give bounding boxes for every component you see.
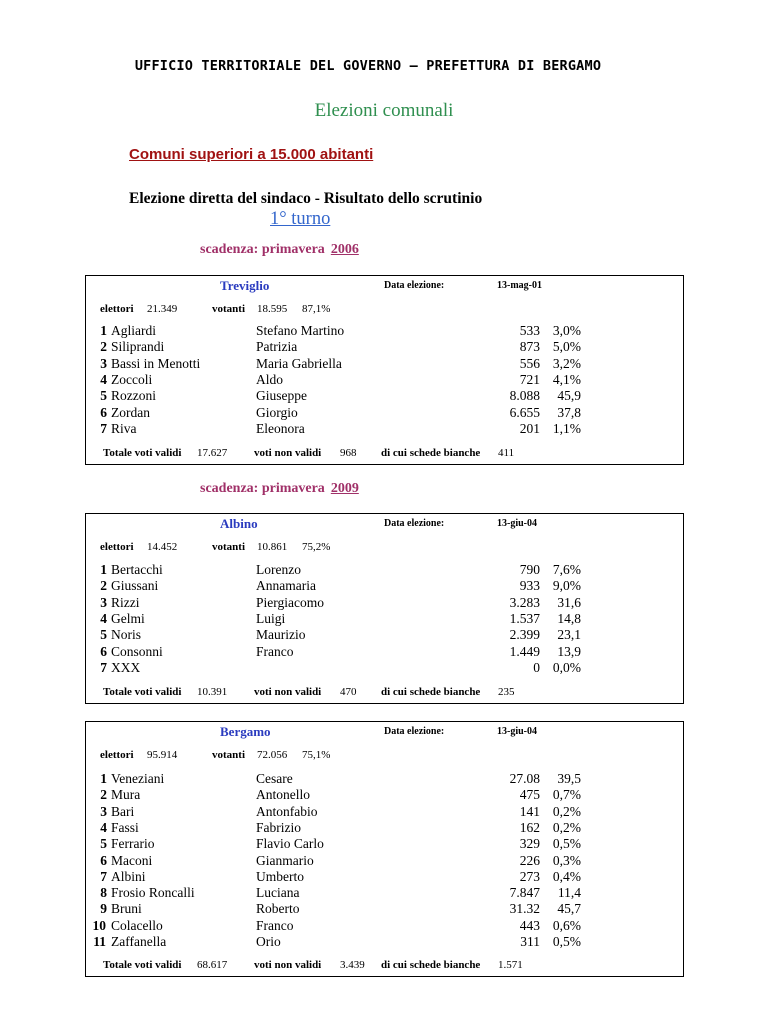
scadenza-year: 2006 [330, 242, 359, 257]
candidate-votes: 721 [519, 371, 540, 387]
candidate-name: Maria Gabriella [256, 355, 342, 371]
date-label: Data elezione: [384, 280, 445, 291]
candidate-name: Gianmario [256, 852, 314, 868]
candidate-number: 3 [100, 803, 107, 819]
candidate-surname: Riva [111, 420, 137, 436]
candidate-row [86, 787, 685, 803]
candidate-surname: Zoccoli [111, 371, 153, 387]
blank-label: di cui schede bianche [381, 686, 481, 698]
votanti-value: 10.861 [257, 541, 288, 553]
candidate-votes: 443 [519, 917, 540, 933]
candidate-number: 4 [100, 610, 107, 626]
candidate-pct: 4,1% [552, 371, 581, 387]
election-date: 13-giu-04 [497, 726, 537, 737]
candidate-name: Lorenzo [256, 562, 301, 577]
candidate-surname: Colacello [111, 917, 163, 933]
candidate-surname: Siliprandi [111, 339, 165, 355]
candidate-pct: 0,5% [552, 934, 581, 949]
city-name: Bergamo [220, 724, 271, 739]
candidate-number: 1 [100, 771, 107, 786]
blank-value: 1.571 [498, 959, 523, 971]
candidate-surname: Ferrario [111, 836, 155, 852]
candidate-votes: 533 [519, 323, 540, 338]
candidate-row [86, 771, 685, 787]
candidate-pct: 39,5 [557, 771, 581, 786]
elettori-value: 95.914 [147, 749, 178, 761]
candidate-surname: Gelmi [111, 610, 145, 626]
total-valid-value: 10.391 [197, 686, 228, 698]
candidate-row [86, 323, 685, 339]
candidate-name: Orio [256, 934, 281, 949]
date-label: Data elezione: [384, 518, 445, 529]
candidate-name: Eleonora [256, 420, 305, 436]
votanti-pct: 87,1% [302, 303, 331, 315]
candidate-number: 2 [100, 578, 107, 594]
scadenza-line-1 [200, 242, 359, 258]
candidate-row [86, 901, 685, 917]
candidate-votes: 0 [533, 659, 540, 675]
candidate-pct: 0,3% [552, 852, 581, 868]
candidate-surname: Fassi [111, 819, 139, 835]
candidate-name: Antonfabio [256, 803, 318, 819]
page-heading: Elezioni comunali [314, 100, 454, 121]
candidate-name: Giuseppe [256, 388, 307, 404]
candidate-surname: Consonni [111, 643, 163, 659]
candidate-pct: 31,6 [557, 594, 581, 610]
total-valid-value: 17.627 [197, 447, 228, 459]
candidate-votes: 2.399 [509, 627, 540, 643]
candidate-pct: 45,9 [557, 388, 581, 404]
candidate-row [86, 388, 685, 404]
elettori-label: elettori [100, 749, 134, 761]
invalid-label: voti non validi [254, 959, 322, 971]
candidate-name: Giorgio [256, 404, 298, 420]
candidate-number: 4 [100, 371, 107, 387]
candidate-surname: Bruni [111, 901, 142, 917]
candidate-surname: Maconi [111, 852, 153, 868]
candidate-name: Umberto [256, 868, 304, 884]
subheading: Comuni superiori a 15.000 abitanti [129, 146, 374, 163]
candidate-name: Aldo [256, 371, 283, 387]
candidate-row [86, 804, 685, 820]
candidate-votes: 27.08 [509, 771, 540, 786]
total-valid-label: Totale voti validi [103, 447, 182, 459]
candidate-surname: Zordan [111, 404, 150, 420]
candidate-row [86, 644, 685, 660]
office-title: UFFICIO TERRITORIALE DEL GOVERNO – PREFETTURA DI BERGAMO [134, 58, 602, 74]
candidate-number: 4 [100, 819, 107, 835]
candidate-name: Flavio Carlo [256, 836, 324, 852]
candidate-pct: 0,0% [552, 659, 581, 675]
scadenza-year: 2009 [330, 481, 359, 496]
votanti-value: 72.056 [257, 749, 288, 761]
candidate-row [86, 660, 685, 676]
candidate-votes: 162 [519, 819, 540, 835]
candidate-surname: Albini [111, 868, 146, 884]
candidate-number: 1 [100, 323, 107, 338]
candidate-pct: 14,8 [557, 610, 581, 626]
candidate-pct: 0,4% [552, 868, 581, 884]
blank-value: 411 [498, 447, 515, 459]
candidate-row [86, 869, 685, 885]
results-box-treviglio [85, 275, 684, 465]
candidate-votes: 873 [519, 339, 540, 355]
candidate-surname: Giussani [111, 578, 159, 594]
candidate-votes: 141 [519, 803, 540, 819]
candidate-number: 8 [100, 885, 107, 901]
candidate-pct: 37,8 [557, 404, 581, 420]
candidate-votes: 1.537 [509, 610, 540, 626]
votanti-value: 18.595 [257, 303, 288, 315]
candidate-number: 3 [100, 355, 107, 371]
votanti-label: votanti [212, 303, 245, 315]
candidate-pct: 0,7% [552, 787, 581, 803]
candidate-votes: 8.088 [509, 388, 540, 404]
candidate-surname: Frosio Roncalli [111, 885, 195, 901]
blank-label: di cui schede bianche [381, 959, 481, 971]
candidate-surname: Noris [111, 627, 141, 643]
blank-value: 235 [498, 686, 515, 698]
invalid-label: voti non validi [254, 447, 322, 459]
candidate-surname: Rozzoni [111, 388, 156, 404]
candidate-row [86, 820, 685, 836]
candidate-votes: 311 [520, 934, 540, 949]
votanti-pct: 75,2% [302, 541, 331, 553]
election-date: 13-mag-01 [497, 280, 542, 291]
candidate-name: Annamaria [256, 578, 316, 594]
candidate-votes: 329 [519, 836, 540, 852]
candidate-pct: 9,0% [552, 578, 581, 594]
votanti-label: votanti [212, 749, 245, 761]
candidate-number: 5 [100, 836, 107, 852]
candidate-row [86, 562, 685, 578]
candidate-number: 11 [93, 934, 106, 949]
candidate-number: 7 [100, 420, 107, 436]
results-box-albino [85, 513, 684, 704]
candidate-surname: Rizzi [111, 594, 140, 610]
candidate-votes: 1.449 [509, 643, 540, 659]
city-name: Treviglio [220, 278, 270, 293]
candidate-row [86, 339, 685, 355]
candidate-pct: 13,9 [557, 643, 581, 659]
candidate-number: 6 [100, 643, 107, 659]
blank-label: di cui schede bianche [381, 447, 481, 459]
candidate-row [86, 918, 685, 934]
candidate-surname: Bertacchi [111, 562, 163, 577]
candidate-number: 6 [100, 404, 107, 420]
candidate-name: Maurizio [256, 627, 306, 643]
invalid-value: 3.439 [340, 959, 365, 971]
candidate-surname: Zaffanella [111, 934, 167, 949]
candidate-number: 3 [100, 594, 107, 610]
candidate-votes: 556 [519, 355, 540, 371]
candidate-pct: 45,7 [557, 901, 581, 917]
candidate-name: Patrizia [256, 339, 298, 355]
candidate-name: Franco [256, 917, 294, 933]
candidate-number: 9 [100, 901, 107, 917]
candidate-pct: 5,0% [552, 339, 581, 355]
candidate-surname: Agliardi [111, 323, 156, 338]
candidate-votes: 31.32 [509, 901, 540, 917]
candidate-row [86, 627, 685, 643]
scadenza-label: scadenza: primavera [200, 242, 325, 257]
results-box-bergamo [85, 721, 684, 977]
candidate-name: Stefano Martino [256, 323, 345, 338]
votanti-pct: 75,1% [302, 749, 331, 761]
candidate-surname: Mura [111, 787, 141, 803]
candidate-name: Antonello [256, 787, 310, 803]
candidate-number: 6 [100, 852, 107, 868]
candidate-pct: 7,6% [552, 562, 581, 577]
candidate-pct: 11,4 [557, 885, 581, 901]
city-name: Albino [220, 516, 258, 531]
candidate-row [86, 595, 685, 611]
candidate-votes: 7.847 [509, 885, 540, 901]
candidate-row [86, 421, 685, 437]
candidate-name: Luciana [256, 885, 300, 901]
candidate-votes: 475 [519, 787, 540, 803]
election-type: Elezione diretta del sindaco - Risultato dello scrutinio [129, 190, 483, 207]
candidate-name: Franco [256, 643, 294, 659]
candidate-number: 7 [100, 659, 107, 675]
candidate-name: Piergiacomo [256, 594, 324, 610]
candidate-pct: 1,1% [552, 420, 581, 436]
candidate-row [86, 853, 685, 869]
scadenza-line-2 [200, 481, 359, 497]
candidate-row [86, 405, 685, 421]
total-valid-label: Totale voti validi [103, 686, 182, 698]
candidate-votes: 3.283 [509, 594, 540, 610]
candidate-votes: 790 [519, 562, 540, 577]
candidate-votes: 6.655 [509, 404, 540, 420]
candidate-surname: Bari [111, 803, 135, 819]
candidate-surname: XXX [111, 659, 141, 675]
candidate-row [86, 372, 685, 388]
candidate-pct: 3,0% [552, 323, 581, 338]
candidate-number: 2 [100, 787, 107, 803]
candidate-row [86, 885, 685, 901]
candidate-surname: Bassi in Menotti [111, 355, 201, 371]
candidate-name: Cesare [256, 771, 293, 786]
candidate-number: 1 [100, 562, 107, 577]
candidate-votes: 273 [519, 868, 540, 884]
candidate-number: 5 [100, 627, 107, 643]
candidate-votes: 201 [519, 420, 540, 436]
elettori-label: elettori [100, 541, 134, 553]
total-valid-label: Totale voti validi [103, 959, 182, 971]
scadenza-label: scadenza: primavera [200, 481, 325, 496]
round-label: 1° turno [270, 209, 331, 229]
candidate-name: Roberto [256, 901, 300, 917]
candidate-number: 2 [100, 339, 107, 355]
candidate-name: Fabrizio [256, 819, 301, 835]
candidate-number: 7 [100, 868, 107, 884]
candidate-votes: 933 [519, 578, 540, 594]
invalid-value: 470 [340, 686, 357, 698]
candidate-pct: 0,2% [552, 803, 581, 819]
candidate-pct: 0,5% [552, 836, 581, 852]
candidate-pct: 23,1 [557, 627, 581, 643]
candidate-row [86, 356, 685, 372]
candidate-row [86, 836, 685, 852]
votanti-label: votanti [212, 541, 245, 553]
candidate-surname: Veneziani [111, 771, 165, 786]
candidate-row [86, 934, 685, 950]
election-date: 13-giu-04 [497, 518, 537, 529]
candidate-number: 5 [100, 388, 107, 404]
elettori-value: 14.452 [147, 541, 178, 553]
candidate-pct: 0,6% [552, 917, 581, 933]
elettori-value: 21.349 [147, 303, 178, 315]
candidate-row [86, 578, 685, 594]
candidate-pct: 0,2% [552, 819, 581, 835]
candidate-votes: 226 [519, 852, 540, 868]
invalid-value: 968 [340, 447, 357, 459]
elettori-label: elettori [100, 303, 134, 315]
candidate-name: Luigi [256, 610, 286, 626]
candidate-pct: 3,2% [552, 355, 581, 371]
date-label: Data elezione: [384, 726, 445, 737]
total-valid-value: 68.617 [197, 959, 228, 971]
invalid-label: voti non validi [254, 686, 322, 698]
candidate-row [86, 611, 685, 627]
candidate-number: 10 [92, 917, 106, 933]
